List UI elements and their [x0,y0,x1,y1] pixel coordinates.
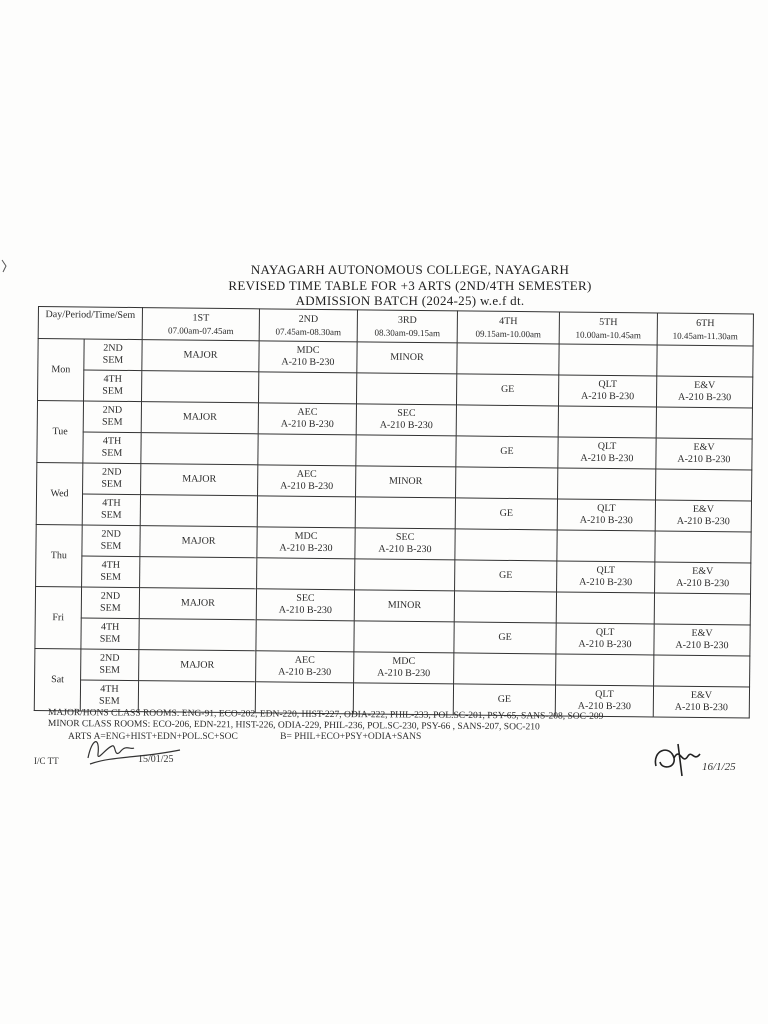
slot-cell: QLT A-210 B-230 [556,623,654,655]
period-header-4 [457,311,559,344]
slot-cell [257,496,355,528]
slot-cell [656,407,752,439]
period-header-2 [259,309,357,342]
slot-cell [142,371,259,403]
period-time: 10.45am-11.30am [672,330,738,341]
slot-cell: SEC A-210 B-230 [256,589,354,621]
college-name: NAYAGARH AUTONOMOUS COLLEGE, NAYAGARH [250,262,570,277]
period-label: 2ND [298,313,319,325]
slot-cell: QLT A-210 B-230 [557,561,655,593]
sem-label: 2ND SEM [84,339,142,371]
slot-cell: GE [454,622,556,654]
slot-cell [454,591,556,623]
period-label: 6TH [696,317,715,329]
slot-cell: GE [455,560,557,592]
slot-cell [456,405,558,437]
day-label: Thu [36,524,83,586]
slot-cell: SEC A-210 B-230 [355,528,455,560]
period-time: 10.00am-10.45am [575,329,642,340]
slot-cell: AEC A-210 B-230 [258,465,356,497]
sem-label: 4TH SEM [81,618,139,650]
slot-cell: GE [455,498,557,530]
slot-cell [140,495,257,527]
slot-cell [258,372,356,404]
slot-cell [257,558,355,590]
slot-cell: E&V A-210 B-230 [656,376,752,408]
slot-cell: MDC A-210 B-230 [257,527,355,559]
sem-label: 4TH SEM [82,556,140,588]
slot-cell [655,531,751,563]
slot-cell [455,529,557,561]
slot-cell [355,497,455,529]
slot-cell: MINOR [356,466,456,498]
sem-label: 2ND SEM [83,463,141,495]
slot-cell: SEC A-210 B-230 [356,404,456,436]
slot-cell: MAJOR [139,588,256,620]
sem-label: 2ND SEM [83,401,141,433]
sem-label: 2ND SEM [82,525,140,557]
period-header-1 [142,308,259,341]
slot-cell [657,345,753,377]
signature-incharge [82,728,194,772]
slot-cell [256,620,354,652]
slot-cell: MDC A-210 B-230 [354,652,454,684]
slot-cell: MAJOR [141,464,258,496]
slot-cell: QLT A-210 B-230 [558,375,656,407]
ic-tt-label: I/C TT [34,756,59,766]
minor-rooms: MINOR CLASS ROOMS: ECO-206, EDN-221, HIST-226, ODIA-229, PHIL-236, POL.SC-230, PSY-66 , SANS-207, SOC-210 [47,718,540,732]
slot-cell: E&V A-210 B-230 [655,500,751,532]
signature-date: 15/01/25 [138,754,174,765]
period-label: 4TH [499,315,518,327]
period-label: 5TH [599,316,618,328]
slot-cell [559,344,657,376]
period-label: 3RD [397,314,417,326]
signature-principal [648,736,748,784]
slot-cell: QLT A-210 B-230 [557,499,655,531]
slot-cell [454,653,556,685]
document-header [140,262,680,309]
day-label: Tue [37,401,84,463]
day-label: Sat [34,648,81,710]
period-header-5 [559,312,657,345]
slot-cell: MINOR [354,590,454,622]
sem-label: 2ND SEM [81,649,139,681]
slot-cell [258,434,356,466]
slot-cell: MAJOR [139,650,256,682]
slot-cell [557,530,655,562]
corner-label: Day/Period/Time/Sem [38,307,142,340]
period-header-6 [657,313,753,346]
slot-cell: E&V A-210 B-230 [656,438,752,470]
slot-cell [356,373,456,405]
slot-cell: E&V A-210 B-230 [654,624,750,656]
major-rooms: MAJOR/HONS CLASS ROOMS: ENG-91, ECO-202, EDN-220, HIST-227, ODIA-222, PHIL-233, POL.SC-201, PSY-65, SANS-208, SOC-209 [47,708,604,722]
slot-cell [141,433,258,465]
slot-cell [139,619,256,651]
slot-cell [656,469,752,501]
slot-cell [140,557,257,589]
period-header-3 [357,310,457,343]
slot-cell: GE [456,374,558,406]
slot-cell [654,655,750,687]
slot-cell [354,621,454,653]
slot-cell: MDC A-210 B-230 [259,341,357,373]
day-label: Mon [38,339,85,401]
slot-cell: E&V A-210 B-230 [655,562,751,594]
slot-cell: AEC A-210 B-230 [256,651,354,683]
slot-cell: AEC A-210 B-230 [258,403,356,435]
period-label: 1ST [192,312,210,324]
sem-label: 2ND SEM [81,587,139,619]
slot-cell: QLT A-210 B-230 [558,437,656,469]
slot-cell [457,343,559,375]
slot-cell [355,559,455,591]
sem-label: 4TH SEM [80,680,138,712]
slot-cell [654,593,750,625]
slot-cell: GE [456,436,558,468]
timetable-title: REVISED TIME TABLE FOR +3 ARTS (2ND/4TH SEMESTER) [228,277,592,293]
period-time: 07.45am-08.30am [275,325,342,337]
slot-cell: E&V A-210 B-230 [653,686,749,718]
sem-label: 4TH SEM [82,494,140,526]
batch-line: ADMISSION BATCH (2024-25) w.e.f dt. [295,293,525,308]
day-label: Wed [36,462,83,524]
arts-group-a: ARTS A=ENG+HIST+EDN+POL.SC+SOC [68,732,238,742]
slot-cell [556,654,654,686]
timetable [34,306,754,718]
signature-right-date: 16/1/25 [702,761,736,773]
sem-label: 4TH SEM [84,370,142,402]
slot-cell: MINOR [357,342,457,374]
slot-cell [556,592,654,624]
slot-cell: QLT A-210 B-230 [555,685,653,717]
slot-cell [558,468,656,500]
slot-cell: MAJOR [142,340,259,372]
slot-cell [356,435,456,467]
day-label: Fri [35,586,82,648]
arts-group-b: B= PHIL+ECO+PSY+ODIA+SANS [280,732,422,742]
slot-cell [456,467,558,499]
sem-label: 4TH SEM [83,432,141,464]
period-time: 08.30am-09.15am [374,327,441,338]
slot-cell: MAJOR [141,402,258,434]
period-time: 09.15am-10.00am [475,328,542,339]
period-time: 07.00am-07.45am [167,324,234,336]
slot-cell [558,406,656,438]
scan-mark [0,256,10,276]
slot-cell: MAJOR [140,526,257,558]
slot-cell: GE [453,684,555,716]
